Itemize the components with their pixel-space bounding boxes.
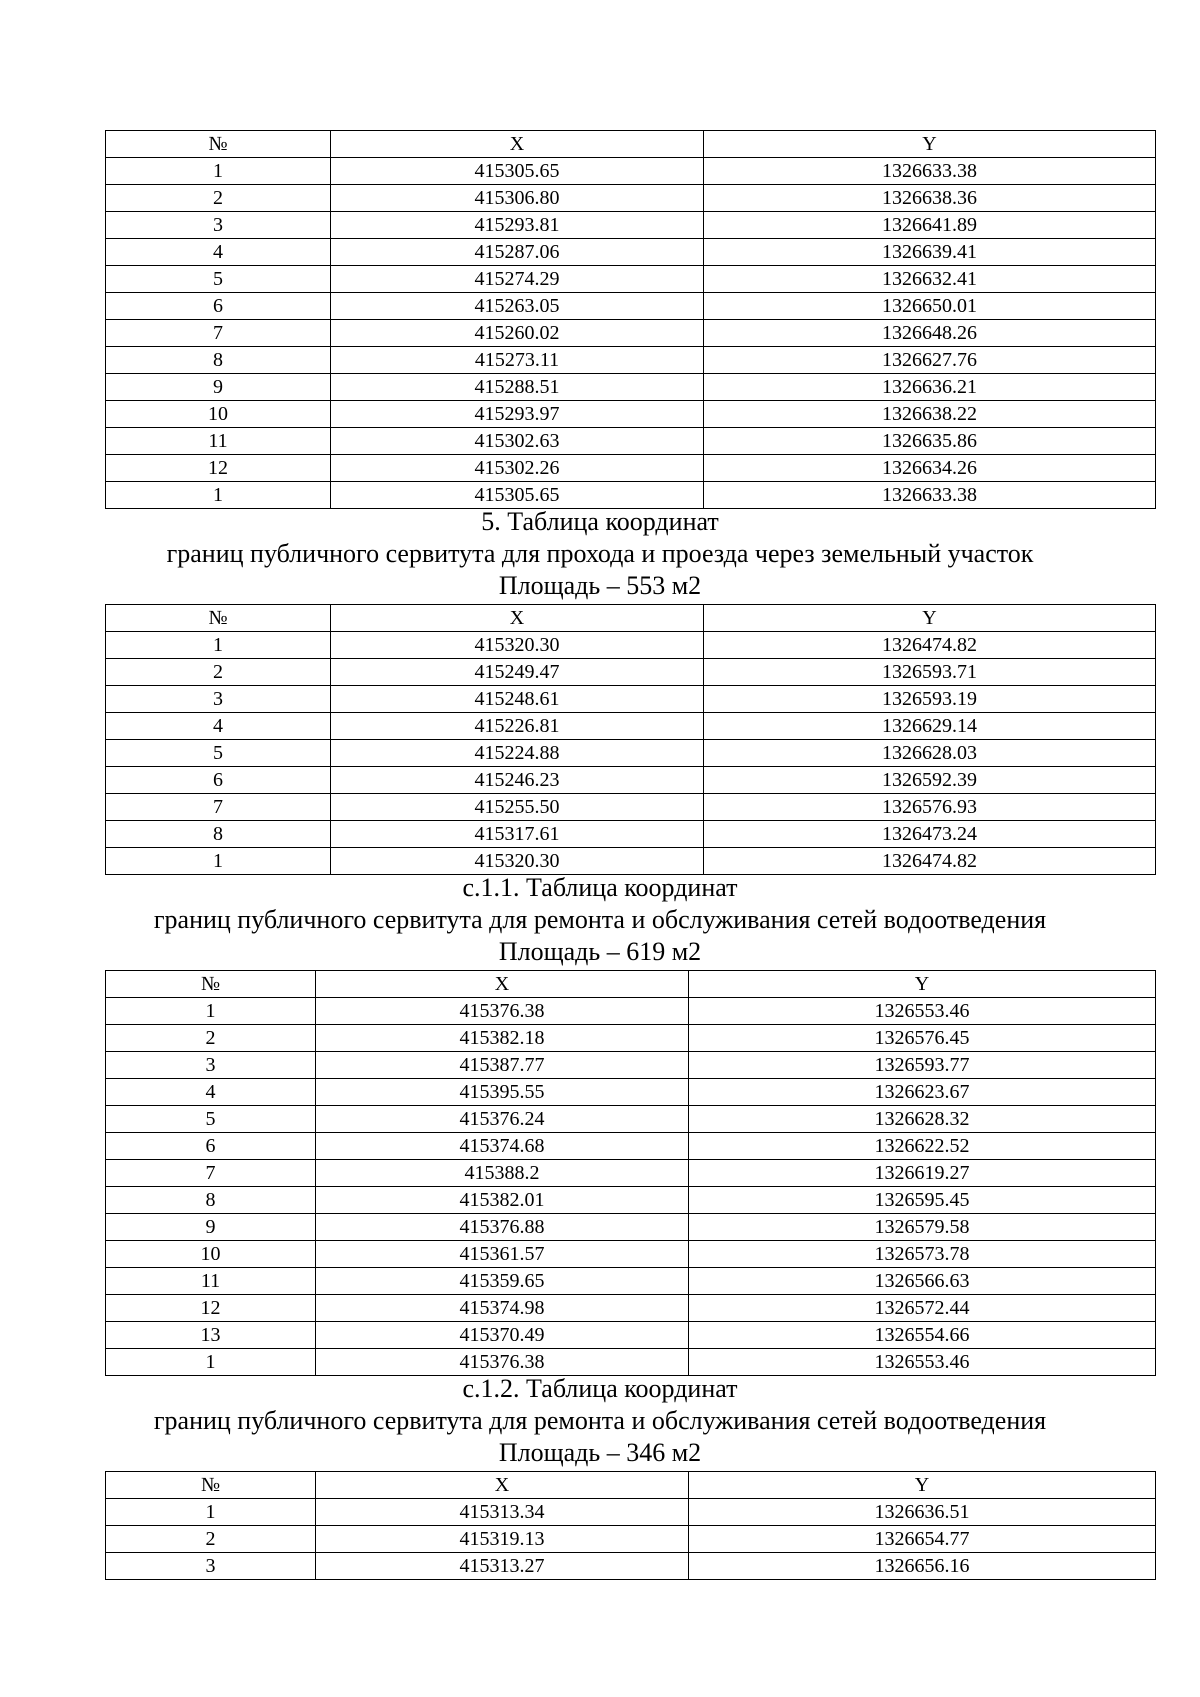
table-row [106, 482, 1156, 509]
table-row [106, 347, 1156, 374]
table-header-row [106, 605, 1156, 632]
cell-point-number: 11 [106, 1268, 316, 1295]
table-header-row [106, 971, 1156, 998]
cell-x-coordinate: 415224.88 [331, 740, 704, 767]
table-row [106, 1295, 1156, 1322]
cell-y-coordinate: 1326573.78 [689, 1241, 1156, 1268]
cell-x-coordinate: 415260.02 [331, 320, 704, 347]
column-header-y: Y [704, 605, 1156, 632]
cell-y-coordinate: 1326576.45 [689, 1025, 1156, 1052]
table-row [106, 1241, 1156, 1268]
cell-y-coordinate: 1326474.82 [704, 848, 1156, 875]
cell-x-coordinate: 415361.57 [316, 1241, 689, 1268]
caption-area: Площадь – 619 м2 [498, 937, 702, 966]
cell-x-coordinate: 415287.06 [331, 239, 704, 266]
cell-point-number: 1 [106, 1349, 316, 1376]
cell-y-coordinate: 1326593.71 [704, 659, 1156, 686]
cell-point-number: 2 [106, 1025, 316, 1052]
cell-x-coordinate: 415274.29 [331, 266, 704, 293]
cell-point-number: 3 [106, 1052, 316, 1079]
table-row [106, 1025, 1156, 1052]
cell-point-number: 7 [106, 794, 331, 821]
cell-point-number: 12 [106, 1295, 316, 1322]
cell-y-coordinate: 1326623.67 [689, 1079, 1156, 1106]
cell-x-coordinate: 415376.24 [316, 1106, 689, 1133]
cell-point-number: 10 [106, 1241, 316, 1268]
cell-point-number: 1 [106, 848, 331, 875]
table-header-row [106, 1472, 1156, 1499]
cell-point-number: 2 [106, 659, 331, 686]
cell-point-number: 4 [106, 713, 331, 740]
column-header-number: № [106, 1472, 316, 1499]
cell-y-coordinate: 1326593.77 [689, 1052, 1156, 1079]
cell-x-coordinate: 415302.26 [331, 455, 704, 482]
cell-point-number: 5 [106, 266, 331, 293]
cell-x-coordinate: 415255.50 [331, 794, 704, 821]
coordinates-table-2 [105, 604, 1156, 875]
cell-y-coordinate: 1326572.44 [689, 1295, 1156, 1322]
table-row [106, 1214, 1156, 1241]
cell-y-coordinate: 1326638.36 [704, 185, 1156, 212]
column-header-x: X [316, 971, 689, 998]
cell-point-number: 3 [106, 686, 331, 713]
cell-y-coordinate: 1326474.82 [704, 632, 1156, 659]
table-row [106, 239, 1156, 266]
table-row [106, 1079, 1156, 1106]
cell-y-coordinate: 1326641.89 [704, 212, 1156, 239]
table-row [106, 1106, 1156, 1133]
cell-x-coordinate: 415374.98 [316, 1295, 689, 1322]
cell-y-coordinate: 1326628.03 [704, 740, 1156, 767]
caption-area: Площадь – 553 м2 [498, 571, 702, 600]
table-row [106, 1268, 1156, 1295]
cell-x-coordinate: 415306.80 [331, 185, 704, 212]
cell-y-coordinate: 1326636.21 [704, 374, 1156, 401]
cell-y-coordinate: 1326639.41 [704, 239, 1156, 266]
cell-point-number: 11 [106, 428, 331, 455]
table-row [106, 158, 1156, 185]
table-row [106, 1349, 1156, 1376]
table-row [106, 266, 1156, 293]
cell-y-coordinate: 1326619.27 [689, 1160, 1156, 1187]
cell-point-number: 2 [106, 1526, 316, 1553]
cell-point-number: 6 [106, 767, 331, 794]
cell-y-coordinate: 1326634.26 [704, 455, 1156, 482]
cell-y-coordinate: 1326554.66 [689, 1322, 1156, 1349]
column-header-y: Y [689, 1472, 1156, 1499]
table-row [106, 1133, 1156, 1160]
cell-x-coordinate: 415395.55 [316, 1079, 689, 1106]
table-row [106, 821, 1156, 848]
cell-y-coordinate: 1326622.52 [689, 1133, 1156, 1160]
cell-y-coordinate: 1326553.46 [689, 1349, 1156, 1376]
caption-title: с.1.1. Таблица координат [462, 873, 738, 902]
cell-point-number: 3 [106, 212, 331, 239]
cell-x-coordinate: 415370.49 [316, 1322, 689, 1349]
table-caption-c-1-2 [0, 1373, 1200, 1469]
table-row [106, 713, 1156, 740]
column-header-x: X [316, 1472, 689, 1499]
cell-point-number: 8 [106, 347, 331, 374]
table-row [106, 794, 1156, 821]
table-row [106, 767, 1156, 794]
column-header-x: X [331, 131, 704, 158]
cell-y-coordinate: 1326635.86 [704, 428, 1156, 455]
cell-x-coordinate: 415320.30 [331, 632, 704, 659]
cell-point-number: 4 [106, 1079, 316, 1106]
cell-point-number: 9 [106, 374, 331, 401]
column-header-y: Y [704, 131, 1156, 158]
column-header-number: № [106, 971, 316, 998]
cell-point-number: 7 [106, 320, 331, 347]
table-row [106, 1160, 1156, 1187]
table-row [106, 1526, 1156, 1553]
cell-y-coordinate: 1326628.32 [689, 1106, 1156, 1133]
cell-y-coordinate: 1326595.45 [689, 1187, 1156, 1214]
cell-x-coordinate: 415359.65 [316, 1268, 689, 1295]
cell-x-coordinate: 415319.13 [316, 1526, 689, 1553]
cell-x-coordinate: 415293.97 [331, 401, 704, 428]
cell-x-coordinate: 415293.81 [331, 212, 704, 239]
column-header-number: № [106, 605, 331, 632]
cell-point-number: 8 [106, 821, 331, 848]
table-row [106, 1052, 1156, 1079]
cell-point-number: 1 [106, 158, 331, 185]
caption-title: 5. Таблица координат [481, 507, 719, 536]
table-row [106, 1187, 1156, 1214]
cell-y-coordinate: 1326473.24 [704, 821, 1156, 848]
cell-x-coordinate: 415305.65 [331, 158, 704, 185]
coordinates-table-3 [105, 970, 1156, 1376]
cell-point-number: 1 [106, 1499, 316, 1526]
cell-point-number: 9 [106, 1214, 316, 1241]
table-row [106, 185, 1156, 212]
cell-point-number: 6 [106, 1133, 316, 1160]
cell-x-coordinate: 415249.47 [331, 659, 704, 686]
cell-point-number: 6 [106, 293, 331, 320]
column-header-number: № [106, 131, 331, 158]
table-row [106, 998, 1156, 1025]
cell-x-coordinate: 415382.18 [316, 1025, 689, 1052]
table-row [106, 293, 1156, 320]
caption-subtitle: границ публичного сервитута для прохода и проезда через земельный участок [166, 539, 1034, 568]
table-caption-5 [0, 506, 1200, 602]
cell-point-number: 1 [106, 632, 331, 659]
cell-y-coordinate: 1326566.63 [689, 1268, 1156, 1295]
cell-point-number: 1 [106, 482, 331, 509]
table-caption-c-1-1 [0, 872, 1200, 968]
caption-area: Площадь – 346 м2 [498, 1438, 702, 1467]
column-header-y: Y [689, 971, 1156, 998]
table-row [106, 848, 1156, 875]
cell-y-coordinate: 1326648.26 [704, 320, 1156, 347]
cell-x-coordinate: 415226.81 [331, 713, 704, 740]
cell-point-number: 12 [106, 455, 331, 482]
coordinates-table-1 [105, 130, 1156, 509]
table-header-row [106, 131, 1156, 158]
cell-x-coordinate: 415374.68 [316, 1133, 689, 1160]
cell-x-coordinate: 415248.61 [331, 686, 704, 713]
column-header-x: X [331, 605, 704, 632]
cell-y-coordinate: 1326579.58 [689, 1214, 1156, 1241]
caption-subtitle: границ публичного сервитута для ремонта и обслуживания сетей водоотведения [153, 905, 1047, 934]
cell-y-coordinate: 1326650.01 [704, 293, 1156, 320]
cell-x-coordinate: 415305.65 [331, 482, 704, 509]
cell-y-coordinate: 1326592.39 [704, 767, 1156, 794]
cell-x-coordinate: 415288.51 [331, 374, 704, 401]
cell-x-coordinate: 415317.61 [331, 821, 704, 848]
cell-point-number: 5 [106, 740, 331, 767]
cell-x-coordinate: 415313.27 [316, 1553, 689, 1580]
cell-y-coordinate: 1326593.19 [704, 686, 1156, 713]
cell-x-coordinate: 415320.30 [331, 848, 704, 875]
table-row [106, 374, 1156, 401]
cell-x-coordinate: 415387.77 [316, 1052, 689, 1079]
table-row [106, 320, 1156, 347]
coordinates-table-4 [105, 1471, 1156, 1580]
cell-point-number: 2 [106, 185, 331, 212]
cell-y-coordinate: 1326632.41 [704, 266, 1156, 293]
cell-y-coordinate: 1326654.77 [689, 1526, 1156, 1553]
cell-y-coordinate: 1326627.76 [704, 347, 1156, 374]
cell-x-coordinate: 415246.23 [331, 767, 704, 794]
cell-point-number: 3 [106, 1553, 316, 1580]
cell-x-coordinate: 415313.34 [316, 1499, 689, 1526]
table-row [106, 686, 1156, 713]
cell-x-coordinate: 415388.2 [316, 1160, 689, 1187]
cell-x-coordinate: 415376.38 [316, 998, 689, 1025]
cell-point-number: 13 [106, 1322, 316, 1349]
table-row [106, 659, 1156, 686]
cell-point-number: 5 [106, 1106, 316, 1133]
table-row [106, 401, 1156, 428]
table-row [106, 1499, 1156, 1526]
cell-x-coordinate: 415263.05 [331, 293, 704, 320]
table-row [106, 740, 1156, 767]
cell-x-coordinate: 415302.63 [331, 428, 704, 455]
cell-point-number: 1 [106, 998, 316, 1025]
cell-point-number: 8 [106, 1187, 316, 1214]
table-row [106, 455, 1156, 482]
cell-point-number: 4 [106, 239, 331, 266]
cell-point-number: 10 [106, 401, 331, 428]
cell-y-coordinate: 1326633.38 [704, 158, 1156, 185]
cell-point-number: 7 [106, 1160, 316, 1187]
cell-y-coordinate: 1326638.22 [704, 401, 1156, 428]
table-row [106, 428, 1156, 455]
caption-title: с.1.2. Таблица координат [462, 1374, 738, 1403]
cell-y-coordinate: 1326553.46 [689, 998, 1156, 1025]
cell-y-coordinate: 1326633.38 [704, 482, 1156, 509]
cell-x-coordinate: 415273.11 [331, 347, 704, 374]
table-row [106, 1553, 1156, 1580]
caption-subtitle: границ публичного сервитута для ремонта и обслуживания сетей водоотведения [153, 1406, 1047, 1435]
cell-x-coordinate: 415376.38 [316, 1349, 689, 1376]
table-row [106, 1322, 1156, 1349]
cell-x-coordinate: 415382.01 [316, 1187, 689, 1214]
table-row [106, 632, 1156, 659]
cell-y-coordinate: 1326629.14 [704, 713, 1156, 740]
table-row [106, 212, 1156, 239]
cell-y-coordinate: 1326576.93 [704, 794, 1156, 821]
cell-y-coordinate: 1326636.51 [689, 1499, 1156, 1526]
cell-x-coordinate: 415376.88 [316, 1214, 689, 1241]
cell-y-coordinate: 1326656.16 [689, 1553, 1156, 1580]
